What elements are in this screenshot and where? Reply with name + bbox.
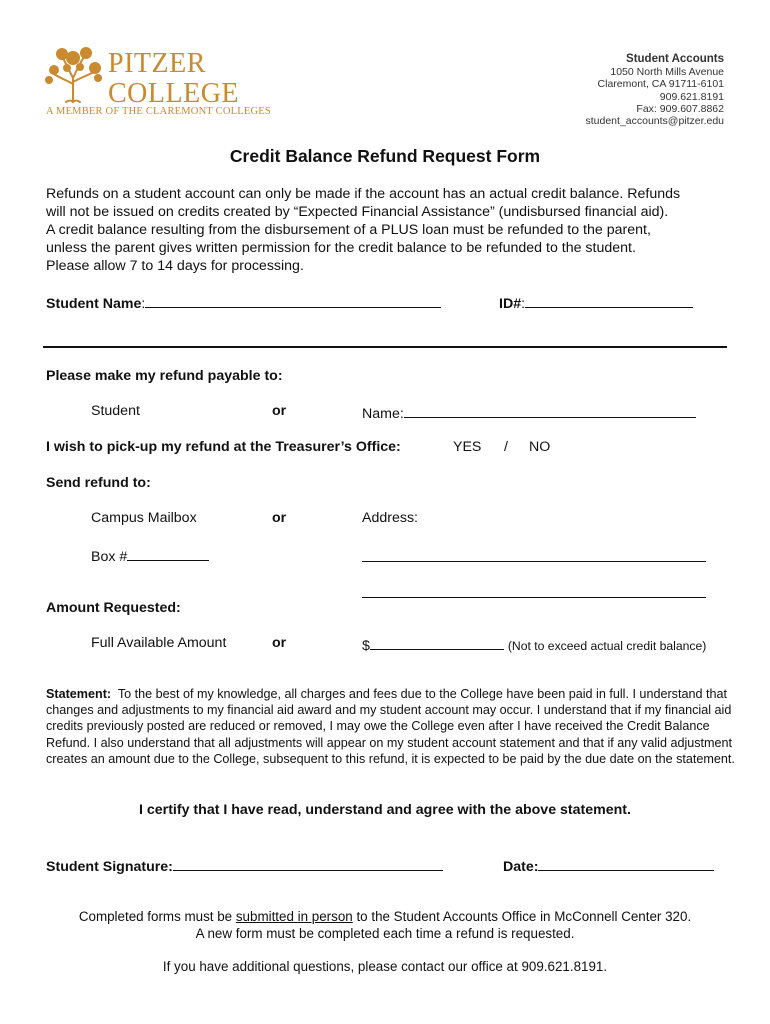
intro-line: unless the parent gives written permission for the credit balance to be refunded to the student. xyxy=(46,240,636,256)
office-fax: Fax: 909.607.8862 xyxy=(636,102,724,115)
intro-paragraph xyxy=(46,185,736,275)
payable-name-label: Name: xyxy=(362,406,404,422)
box-number-label: Box # xyxy=(91,549,128,565)
payable-name-field[interactable] xyxy=(404,403,696,418)
signature-row xyxy=(46,856,443,875)
pickup-slash: / xyxy=(504,439,508,455)
address-line-2: Claremont, CA 91711-6101 xyxy=(597,78,724,91)
footer-contact-line: If you have additional questions, please contact our office at 909.621.8191. xyxy=(162,959,608,974)
statement-label: Statement: xyxy=(46,687,112,701)
address-line-field-1[interactable] xyxy=(362,561,706,562)
logo-word-college: COLLEGE xyxy=(108,78,240,109)
student-name-row xyxy=(46,293,441,312)
logo-tagline: A MEMBER OF THE CLAREMONT COLLEGES xyxy=(46,106,271,117)
pickup-yes-option[interactable]: YES xyxy=(453,439,482,455)
footer-line-2: A new form must be completed each time a refund is requested. xyxy=(195,926,575,941)
amount-input-row xyxy=(362,635,706,654)
intro-line: will not be issued on credits created by “Expected Financial Assistance” (undisbursed financial aid). xyxy=(46,204,669,220)
office-phone: 909.621.8191 xyxy=(659,90,724,103)
student-id-row xyxy=(499,293,693,312)
footer-line-1-pre: Completed forms must be xyxy=(78,909,236,924)
footer-line-1-post: to the Student Accounts Office in McConnell Center 320. xyxy=(352,909,692,924)
statement-paragraph xyxy=(46,686,736,767)
footer-line-1 xyxy=(0,908,770,925)
form-title: Credit Balance Refund Request Form xyxy=(229,146,541,166)
box-number-field[interactable] xyxy=(127,546,209,561)
submitted-in-person-text: submitted in person xyxy=(235,909,353,924)
signature-field[interactable] xyxy=(173,856,443,871)
amount-field[interactable] xyxy=(370,635,504,650)
signature-label: Student Signature: xyxy=(46,859,173,875)
tree-logo-icon xyxy=(42,44,104,106)
address-line-field-2[interactable] xyxy=(362,597,706,598)
address-line-1: 1050 North Mills Avenue xyxy=(610,66,724,78)
send-or: or xyxy=(272,510,287,526)
student-id-colon: : xyxy=(521,296,526,312)
intro-line: Please allow 7 to 14 days for processing. xyxy=(46,258,304,274)
student-name-colon: : xyxy=(141,296,146,312)
statement-text: To the best of my knowledge, all charges and fees due to the College have been paid in full. I understand that changes and adjustments to my financial aid award and my student account may occur. I understand that if my financial aid credits previously posted are reduced or removed, I may owe the College even after I have received the Credit Balance Refund. I also understand that all adjustments will appear on my student account statement and that if any valid adjustment creates an amount due to the College, subsequent to this refund, it is expected to be paid by the due date on the statement. xyxy=(46,687,735,766)
amount-or: or xyxy=(272,635,287,651)
college-logo xyxy=(42,44,271,120)
office-email: student_accounts@pitzer.edu xyxy=(585,115,724,128)
box-number-row xyxy=(91,546,209,565)
payable-option-student[interactable]: Student xyxy=(91,403,140,419)
payable-or: or xyxy=(272,403,287,419)
send-option-campus-mailbox[interactable]: Campus Mailbox xyxy=(91,510,197,526)
student-id-field[interactable] xyxy=(525,293,693,308)
amount-option-full[interactable]: Full Available Amount xyxy=(91,635,227,651)
amount-heading: Amount Requested: xyxy=(46,600,181,616)
pickup-no-option[interactable]: NO xyxy=(529,439,551,455)
payable-heading: Please make my refund payable to: xyxy=(46,368,283,384)
payable-name-row xyxy=(362,403,696,422)
date-row xyxy=(503,856,714,875)
pickup-question: I wish to pick-up my refund at the Treasurer’s Office: xyxy=(46,439,401,455)
certify-statement: I certify that I have read, understand and agree with the above statement. xyxy=(139,802,631,818)
office-name: Student Accounts xyxy=(626,53,724,65)
logo-word-pitzer: PITZER xyxy=(108,48,206,79)
date-label: Date: xyxy=(503,859,539,875)
intro-line: Refunds on a student account can only be made if the account has an actual credit balance. Refunds xyxy=(46,186,681,202)
send-address-label: Address: xyxy=(362,510,418,526)
student-id-label: ID# xyxy=(499,296,522,312)
dollar-sign: $ xyxy=(362,638,370,654)
section-divider xyxy=(43,346,727,348)
amount-note: (Not to exceed actual credit balance) xyxy=(507,639,707,653)
date-field[interactable] xyxy=(538,856,714,871)
student-name-field[interactable] xyxy=(145,293,441,308)
send-refund-heading: Send refund to: xyxy=(46,475,151,491)
office-contact-block xyxy=(586,52,725,127)
intro-line: A credit balance resulting from the disbursement of a PLUS loan must be refunded to the parent, xyxy=(46,222,651,238)
student-name-label: Student Name xyxy=(46,296,142,312)
